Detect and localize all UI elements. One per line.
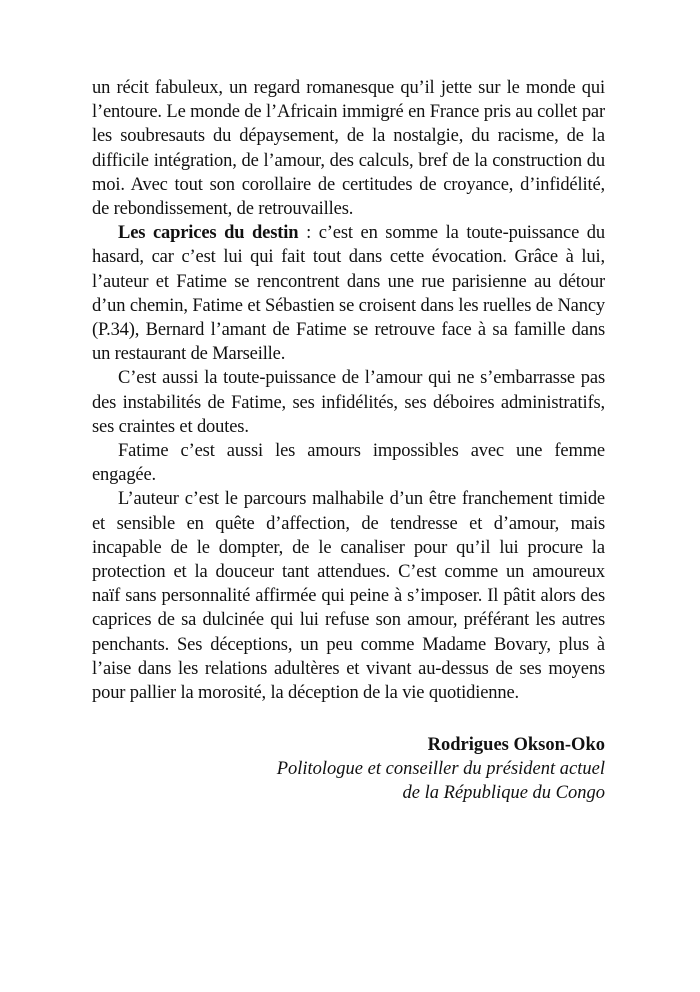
author-title-line: de la République du Congo [402, 783, 605, 804]
document-body [92, 76, 605, 705]
author-title-line: Politologue et conseiller du président actuel [276, 759, 605, 780]
bold-lead-phrase: Les caprices du destin [118, 223, 299, 244]
paragraph: C’est aussi la toute-puissance de l’amour qui ne s’embarrasse pas des instabilités de Fatime, ses infidélités, ses déboires administratifs, ses craintes et doutes. [92, 368, 605, 437]
paragraph [92, 221, 605, 366]
signature-block [92, 733, 605, 806]
paragraph: un récit fabuleux, un regard romanesque qu’il jette sur le monde qui l’entoure. Le monde de l’Africain immigré en France pris au collet par les soubresauts du dépaysement, de la nostalgie, du racisme, de la difficile intégration, de l’amour, des calculs, bref de la construction du moi. Avec tout son corollaire de certitudes de croyance, d’infidélité, de rebondissement, de retrouvailles. [92, 78, 605, 220]
paragraph-text: : c’est en somme la toute-puissance du hasard, car c’est lui qui fait tout dans cette évocation. Grâce à lui, l’auteur et Fatime se rencontrent dans une rue parisienne au détour d’un chemin, Fatime et Sébastien se croisent dans les ruelles de Nancy (P.34), Bernard l’amant de Fatime se retrouve face à sa famille dans un restaurant de Marseille. [92, 223, 605, 365]
paragraph: Fatime c’est aussi les amours impossibles avec une femme engagée. [92, 441, 605, 486]
author-name: Rodrigues Okson-Oko [427, 735, 605, 755]
paragraph: L’auteur c’est le parcours malhabile d’un être franchement timide et sensible en quête d’affection, de tendresse et d’amour, mais incapable de le dompter, de le canaliser pour qu’il lui procure la protection et la douceur tant attendues. C’est comme un amoureux naïf sans personnalité affirmée qui peine à s’imposer. Il pâtit alors des caprices de sa dulcinée qui lui refuse son amour, préférant les autres penchants. Ses déceptions, un peu comme Madame Bovary, plus à l’aise dans les relations adultères et vivant au-dessus de ses moyens pour pallier la morosité, la déception de la vie quotidienne. [92, 489, 605, 704]
